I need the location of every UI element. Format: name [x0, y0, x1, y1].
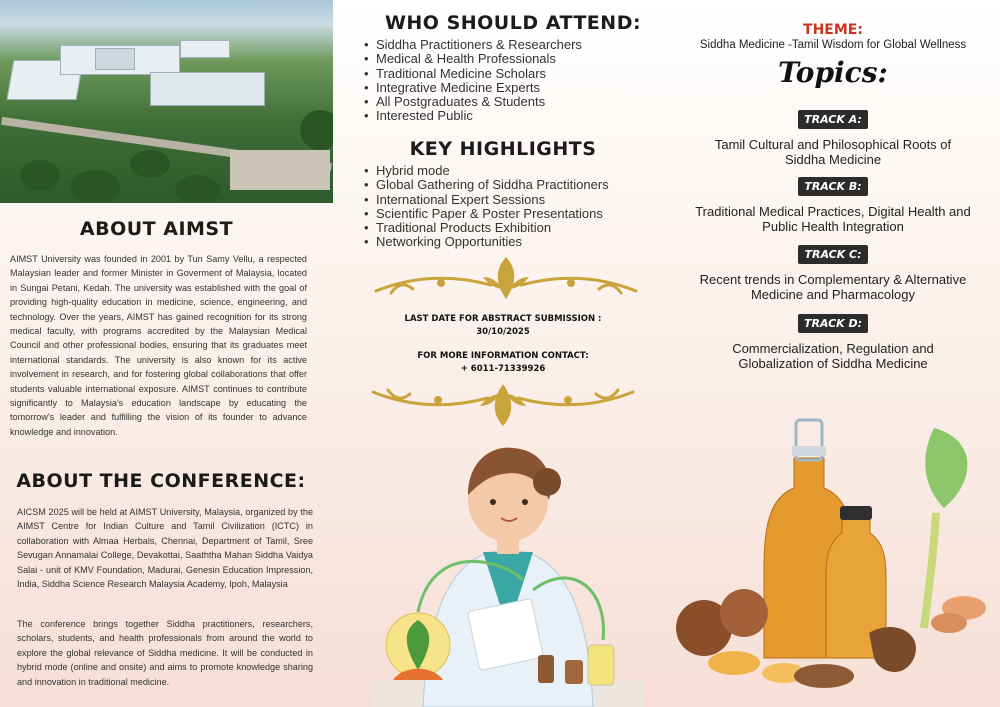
list-item: • Siddha Practitioners & Researchers	[364, 38, 664, 52]
list-item: • Global Gathering of Siddha Practitioners	[364, 178, 664, 192]
attendee-list	[364, 38, 664, 124]
theme-label: THEME:	[803, 22, 863, 38]
gold-ornament-divider-bottom	[368, 378, 638, 428]
list-item: • Traditional Medicine Scholars	[364, 67, 664, 81]
track-c-line2: Medicine and Pharmacology	[750, 286, 916, 302]
track-b-badge: TRACK B:	[798, 177, 867, 196]
track-d-line1: Commercialization, Regulation and	[732, 341, 934, 356]
track-a-badge: TRACK A:	[798, 110, 868, 129]
theme-text: Siddha Medicine -Tamil Wisdom for Global Wellness	[699, 39, 967, 51]
contact-phone[interactable]: + 6011-71339926	[460, 364, 546, 374]
about-aimst-body: AIMST University was founded in 2001 by Tun Samy Vellu, a respected Malaysian leader and former Minister in Goverment of Malaysia, located in Sungai Petani, Kedah. The university was established with the goal of providing high-quality education in medicine, science, engineering, and technology. Over the years, AIMST has gained recognition for its strong medical faculty, with programs accredited by the Malaysian Medical Council and other professional bodies, ensuring that its graduates meet international standards. The university is also known for its active involvement in research, and for fostering global collaborations that offer students valuable international exposure. AIMST continues to contribute significantly to Malaysia's education landscape by educating the tomorrow's leader and fulfilling the vision of its founder to advance knowledge and innovation.	[10, 254, 307, 437]
track-a-line2: Siddha Medicine	[784, 151, 882, 167]
abstract-deadline-label: LAST DATE FOR ABSTRACT SUBMISSION :	[404, 314, 602, 324]
list-item: • Networking Opportunities	[364, 235, 664, 249]
key-highlights-title: KEY HIGHLIGHTS	[409, 138, 597, 160]
list-item: • Interested Public	[364, 109, 664, 123]
campus-aerial-photo	[0, 0, 333, 203]
track-b-line2: Public Health Integration	[762, 218, 904, 234]
track-a	[666, 110, 1000, 167]
about-aimst-title: ABOUT AIMST	[79, 218, 234, 240]
herbal-oils-illustration	[674, 418, 994, 698]
middle-panel	[333, 0, 666, 707]
track-c-badge: TRACK C:	[798, 245, 867, 264]
highlights-list	[364, 164, 664, 250]
track-d	[666, 314, 1000, 371]
track-d-line2: Globalization of Siddha Medicine	[738, 355, 928, 371]
list-item: • Scientific Paper & Poster Presentations	[364, 207, 664, 221]
abstract-deadline-date: 30/10/2025	[476, 327, 530, 337]
gold-ornament-divider	[371, 255, 641, 303]
list-item: • Integrative Medicine Experts	[364, 81, 664, 95]
scientist-illustration	[373, 440, 643, 707]
list-item: • International Expert Sessions	[364, 193, 664, 207]
contact-label: FOR MORE INFORMATION CONTACT:	[417, 351, 589, 361]
list-item: • Hybrid mode	[364, 164, 664, 178]
list-item: • All Postgraduates & Students	[364, 95, 664, 109]
topics-label: Topics:	[778, 56, 888, 89]
list-item: • Traditional Products Exhibition	[364, 221, 664, 235]
track-c-line1: Recent trends in Complementary & Alternative	[699, 272, 967, 287]
track-b-line1: Traditional Medical Practices, Digital Health and	[695, 204, 971, 219]
track-a-line1: Tamil Cultural and Philosophical Roots of	[714, 137, 952, 152]
track-d-badge: TRACK D:	[798, 314, 868, 333]
left-panel	[0, 0, 333, 707]
right-panel	[666, 0, 1000, 707]
track-b	[666, 177, 1000, 234]
about-conference-title: ABOUT THE CONFERENCE:	[16, 470, 306, 492]
track-c	[666, 245, 1000, 302]
who-should-attend-title: WHO SHOULD ATTEND:	[384, 12, 642, 34]
conference-body-para1: AICSM 2025 will be held at AIMST University, Malaysia, organized by the AIMST Centre for Indian Culture and Tamil Civilization (ICTC) in collaboration with Almaa Herbals, Chennai, Department of Tamil, Sree Sevugan Annamalai College, Devakottai, Saaththa Mahan Siddha Vaidya Salai - unit of KMV Foundation, Madurai, Genesin Education Impression, India, Siddha Science Research Malaysia Academy, Ipoh, Malaysia	[17, 507, 313, 590]
conference-body-para2: The conference brings together Siddha practitioners, researchers, scholars, students, and health professionals from around the world to explore the global relevance of Siddha medicine. It will be conducted in hybrid mode (online and onsite) and aims to promote knowledge sharing and innovation in traditional medicine.	[17, 619, 313, 687]
list-item: • Medical & Health Professionals	[364, 52, 664, 66]
